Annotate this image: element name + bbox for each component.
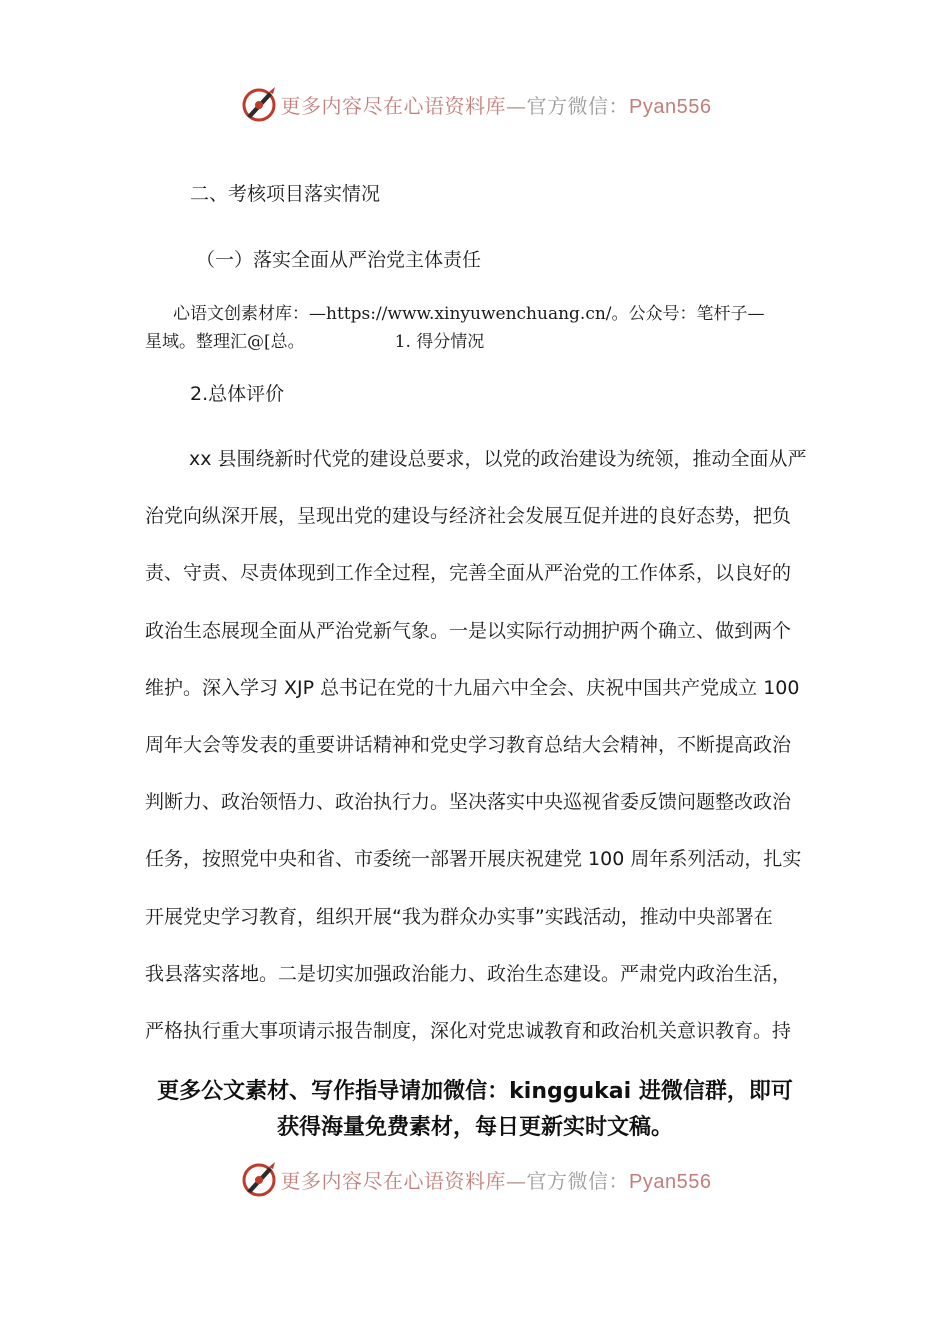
subsection-heading: （一）落实全面从严治党主体责任 xyxy=(196,249,482,271)
paragraph-line: 严格执行重大事项请示报告制度，深化对党忠诚教育和政治机关意识教育。持 xyxy=(145,1019,792,1042)
banner-text xyxy=(281,1165,712,1194)
banner-main-text: 更多内容尽在心语资料库 xyxy=(280,93,507,118)
paragraph-line: xx 县围绕新时代党的建设总要求，以党的政治建设为统领，推动全面从严 xyxy=(189,448,807,470)
paragraph-line: 开展党史学习教育，组织开展“我为群众办实事”实践活动，推动中央部署在 xyxy=(145,905,773,928)
footer-banner xyxy=(0,1157,950,1201)
quill-pen-logo-icon xyxy=(239,1159,279,1199)
banner-main-text: 更多内容尽在心语资料库 xyxy=(280,1168,507,1193)
paragraph-line: 周年大会等发表的重要讲话精神和党史学习教育总结大会精神，不断提高政治 xyxy=(145,733,792,756)
banner-wechat-label: 官方微信： xyxy=(526,93,630,118)
paragraph-line: 维护。深入学习 XJP 总书记在党的十九届六中全会、庆祝中国共产党成立 100 xyxy=(145,676,800,699)
section-heading: 二、考核项目落实情况 xyxy=(190,183,381,205)
paragraph-line: 责、守责、尽责体现到工作全过程，完善全面从严治党的工作体系，以良好的 xyxy=(145,562,792,585)
header-banner xyxy=(0,82,950,126)
source-note-line-1: 心语文创素材库：—https://www.xinyuwenchuang.cn/。公众号：笔杆子— xyxy=(173,304,765,324)
paragraph-line: 治党向纵深开展，呈现出党的建设与经济社会发展互促并进的良好态势，把负 xyxy=(145,505,792,528)
paragraph-line: 政治生态展现全面从严治党新气象。一是以实际行动拥护两个确立、做到两个 xyxy=(145,619,792,642)
source-note-line-2-wrap xyxy=(145,328,810,356)
promo-notice xyxy=(0,1074,950,1146)
evaluation-heading: 2.总体评价 xyxy=(190,383,285,405)
source-note xyxy=(145,300,810,356)
banner-wechat-id: Pyan556 xyxy=(629,95,712,118)
promo-line-1: 更多公文素材、写作指导请加微信：kinggukai 进微信群，即可 xyxy=(157,1079,793,1104)
banner-dash: — xyxy=(506,93,527,118)
banner-dash: — xyxy=(506,1168,527,1193)
body-paragraph xyxy=(145,445,815,1074)
quill-pen-logo-icon xyxy=(239,84,279,124)
promo-line-2: 获得海量免费素材，每日更新实时文稿。 xyxy=(276,1115,673,1140)
paragraph-line: 任务，按照党中央和省、市委统一部署开展庆祝建党 100 周年系列活动，扎实 xyxy=(145,848,802,871)
score-heading: 1. 得分情况 xyxy=(394,332,485,352)
banner-wechat-id: Pyan556 xyxy=(629,1170,712,1193)
paragraph-line: 判断力、政治领悟力、政治执行力。坚决落实中央巡视省委反馈问题整改政治 xyxy=(145,791,792,814)
banner-wechat-label: 官方微信： xyxy=(526,1168,630,1193)
paragraph-line: 我县落实落地。二是切实加强政治能力、政治生态建设。严肃党内政治生活， xyxy=(145,962,792,985)
source-note-line-2: 星域。整理汇@[总。 xyxy=(145,332,305,352)
banner-text xyxy=(281,90,712,119)
